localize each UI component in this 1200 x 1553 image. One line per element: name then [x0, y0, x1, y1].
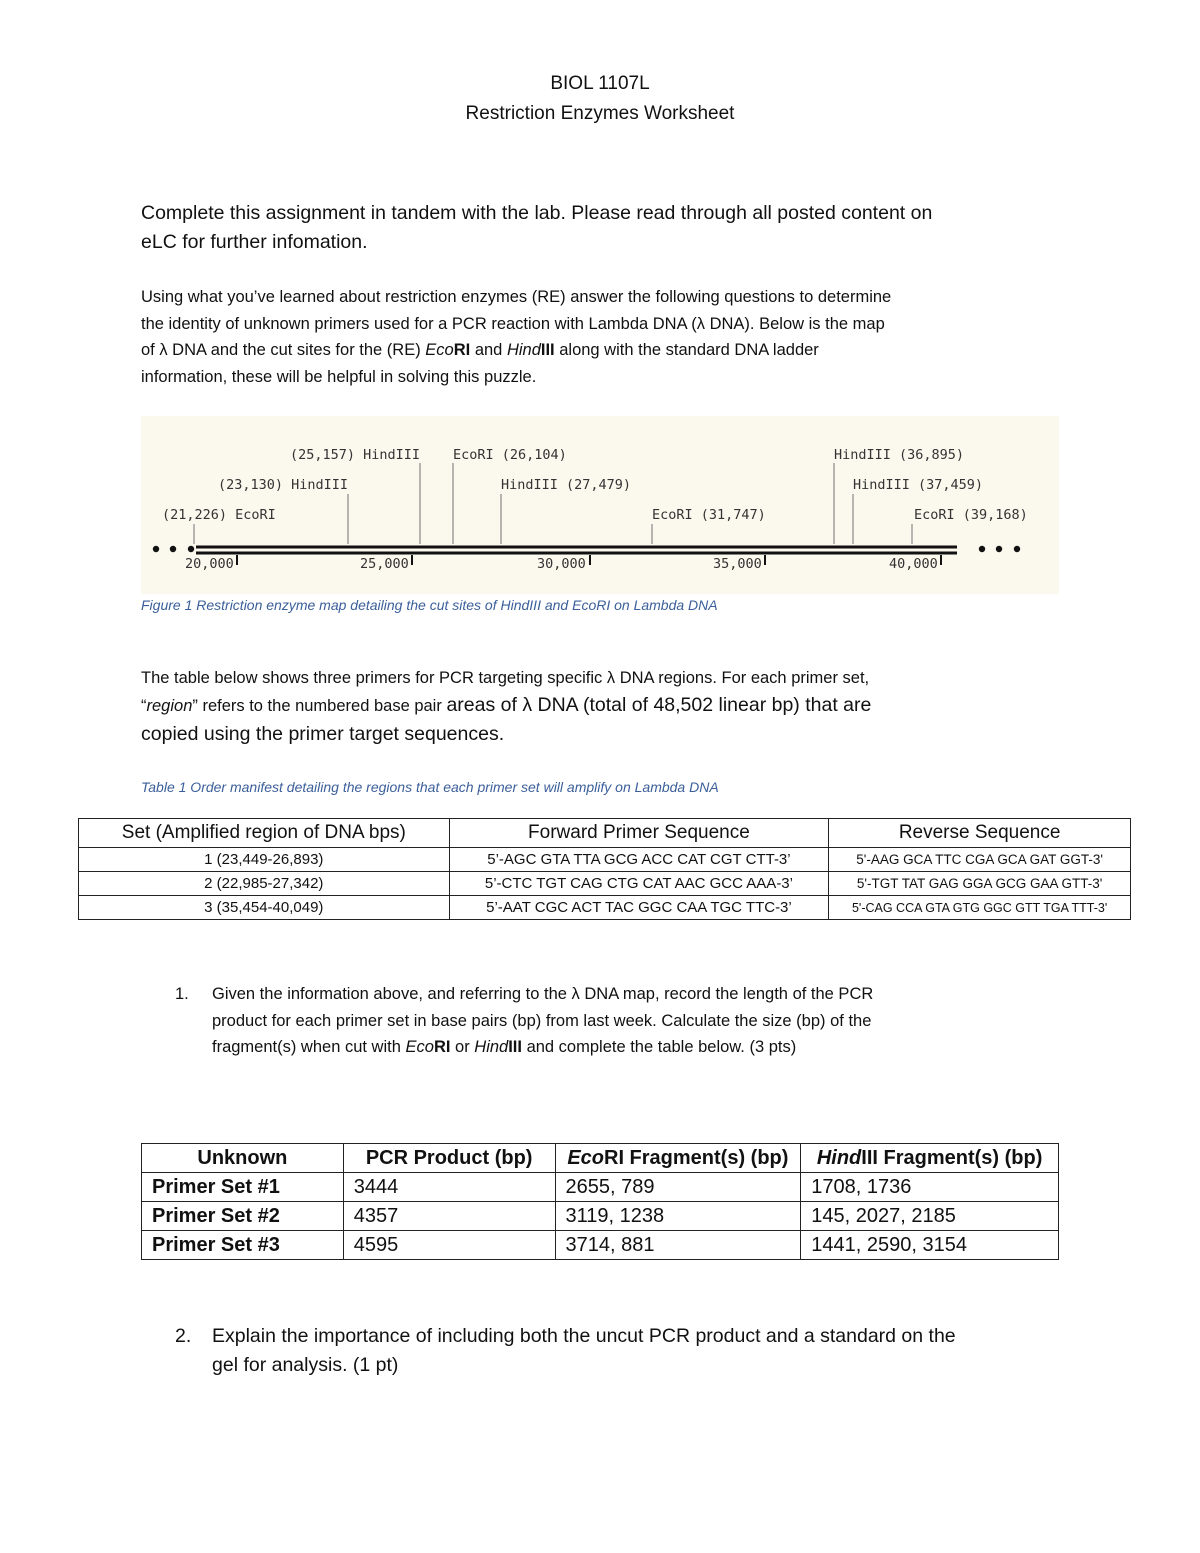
table-header: [801, 1144, 1059, 1173]
question1-line-2: product for each primer set in base pairs (bp) from last week. Calculate the size (bp) of the: [212, 1011, 872, 1030]
ecori-header-rest: RI Fragment(s) (bp): [604, 1146, 789, 1169]
question2-line-2: gel for analysis. (1 pt): [212, 1354, 399, 1376]
table-header: Reverse Sequence: [829, 819, 1131, 848]
table-header: PCR Product (bp): [343, 1144, 555, 1173]
table-header: Forward Primer Sequence: [449, 819, 829, 848]
primer-table: [78, 818, 1131, 920]
table-cell: 5’-CTC TGT CAG CTG CAT AAC GCC AAA-3’: [449, 872, 829, 896]
site-label: HindIII (27,479): [501, 477, 632, 493]
ecori-bold: RI: [453, 341, 471, 359]
table-cell: 5’-AGC GTA TTA GCG ACC CAT CGT CTT-3’: [449, 848, 829, 872]
q1-or: or: [450, 1038, 475, 1056]
tick-label: 30,000: [537, 556, 586, 572]
paragraph1-line-2: the identity of unknown primers used for a PCR reaction with Lambda DNA (λ DNA). Below is the map: [141, 314, 885, 333]
question-number: 2.: [175, 1325, 192, 1347]
tick-label: 20,000: [185, 556, 234, 572]
site-label: HindIII (36,895): [834, 447, 965, 463]
hindiii-italic: Hind: [816, 1146, 862, 1169]
table1-caption: Table 1 Order manifest detailing the regions that each primer set will amplify on Lambda DNA: [141, 779, 719, 795]
intro-text: [141, 199, 1061, 257]
table-header: Set (Amplified region of DNA bps): [79, 819, 450, 848]
intro-line-2: eLC for further infomation.: [141, 231, 368, 253]
site-label: EcoRI (39,168): [914, 507, 1028, 523]
ellipsis-dot-left: [153, 546, 159, 552]
site-label: (21,226) EcoRI: [162, 507, 276, 523]
hindiii-italic: Hind: [506, 341, 541, 359]
table-cell: 5’-AAT CGC ACT TAC GGC CAA TGC TTC-3’: [449, 896, 829, 920]
paragraph1-line-3: [141, 337, 1061, 364]
table-header-row: [79, 819, 1131, 848]
fragment-answer-table: [141, 1143, 1059, 1260]
table-cell[interactable]: 4357: [343, 1202, 555, 1231]
p2-text: ” refers to the numbered base pair: [192, 696, 447, 715]
site-label: (25,157) HindIII: [290, 447, 421, 463]
table-cell[interactable]: 3119, 1238: [555, 1202, 801, 1231]
question-text: [212, 981, 1052, 1061]
table-cell: 5'-AAG GCA TTC CGA GCA GAT GGT-3': [829, 848, 1131, 872]
table-cell: 3 (35,454-40,049): [79, 896, 450, 920]
table-row: [142, 1173, 1059, 1202]
table-cell: 5'-CAG CCA GTA GTG GGC GTT TGA TTT-3': [829, 896, 1131, 920]
restriction-map-figure: [141, 416, 1059, 594]
q1-text-end: and complete the table below. (3 pts): [521, 1038, 797, 1056]
table-row: [142, 1202, 1059, 1231]
question-2: [175, 1322, 1055, 1382]
hindiii-italic: Hind: [474, 1038, 509, 1056]
p2-text-large: areas of λ DNA (total of 48,502 linear bp) that are: [446, 693, 872, 716]
worksheet-title: Restriction Enzymes Worksheet: [465, 103, 735, 124]
tick-label: 40,000: [889, 556, 938, 572]
hindiii-bold: III: [540, 341, 555, 359]
site-label: EcoRI (31,747): [652, 507, 766, 523]
paragraph1-line-4: information, these will be helpful in solving this puzzle.: [141, 367, 537, 386]
table-cell[interactable]: 145, 2027, 2185: [801, 1202, 1059, 1231]
ecori-italic: Eco: [405, 1038, 434, 1056]
paragraph2-line-3: copied using the primer target sequences.: [141, 723, 505, 745]
table-row: [79, 872, 1131, 896]
region-italic: region: [146, 696, 193, 715]
ecori-italic: Eco: [567, 1146, 604, 1169]
instructions-paragraph: [141, 284, 1061, 390]
table-cell[interactable]: 1441, 2590, 3154: [801, 1231, 1059, 1260]
table-cell[interactable]: 3444: [343, 1173, 555, 1202]
site-label: EcoRI (26,104): [453, 447, 567, 463]
primer-paragraph: [141, 665, 1061, 749]
table-cell: 5'-TGT TAT GAG GGA GCG GAA GTT-3': [829, 872, 1131, 896]
hindiii-header-rest: III Fragment(s) (bp): [861, 1146, 1043, 1169]
p1-text-end: along with the standard DNA ladder: [554, 341, 819, 359]
table-row-header: Primer Set #2: [142, 1202, 344, 1231]
ellipsis-dot-left: [188, 546, 194, 552]
paragraph1-line-1: Using what you’ve learned about restriction enzymes (RE) answer the following questions to determine: [141, 288, 892, 306]
question1-line-1: Given the information above, and referring to the λ DNA map, record the length of the PCR: [212, 985, 874, 1003]
table-cell[interactable]: 1708, 1736: [801, 1173, 1059, 1202]
table-cell[interactable]: 3714, 881: [555, 1231, 801, 1260]
table-cell[interactable]: 2655, 789: [555, 1173, 801, 1202]
tick-label: 25,000: [360, 556, 409, 572]
paragraph2-line-1: The table below shows three primers for PCR targeting specific λ DNA regions. For each primer set,: [141, 669, 870, 687]
question-number: 1.: [175, 985, 189, 1003]
question1-line-3: [212, 1034, 1052, 1061]
question-1: [175, 981, 1055, 1061]
ecori-italic: Eco: [425, 341, 454, 359]
table-header: [555, 1144, 801, 1173]
p1-and: and: [470, 341, 507, 359]
site-label: HindIII (37,459): [853, 477, 984, 493]
table-row-header: Primer Set #3: [142, 1231, 344, 1260]
site-label: (23,130) HindIII: [218, 477, 349, 493]
question-text: [212, 1322, 1052, 1380]
table-cell: 1 (23,449-26,893): [79, 848, 450, 872]
table-cell[interactable]: 4595: [343, 1231, 555, 1260]
ecori-bold: RI: [433, 1038, 451, 1056]
ellipsis-dot-right: [996, 546, 1002, 552]
ellipsis-dot-right: [1014, 546, 1020, 552]
figure-caption: Figure 1 Restriction enzyme map detailing the cut sites of HindIII and EcoRI on Lambda DNA: [141, 597, 718, 613]
table-header-row: [142, 1144, 1059, 1173]
table-row: [79, 848, 1131, 872]
table-row-header: Primer Set #1: [142, 1173, 344, 1202]
table-header: Unknown: [142, 1144, 344, 1173]
p1-text: of λ DNA and the cut sites for the (RE): [141, 341, 426, 359]
table-cell: 2 (22,985-27,342): [79, 872, 450, 896]
paragraph2-line-2: [141, 692, 1061, 720]
q1-text: fragment(s) when cut with: [212, 1038, 406, 1056]
p2-quote: “: [141, 696, 147, 715]
hindiii-bold: III: [508, 1038, 522, 1056]
table-row: [79, 896, 1131, 920]
restriction-map-svg: [141, 416, 1059, 594]
tick-label: 35,000: [713, 556, 762, 572]
course-code: BIOL 1107L: [550, 73, 650, 94]
ellipsis-dot-left: [170, 546, 176, 552]
ellipsis-dot-right: [979, 546, 985, 552]
intro-line-1: Complete this assignment in tandem with the lab. Please read through all posted content on: [141, 202, 933, 224]
table-row: [142, 1231, 1059, 1260]
question2-line-1: Explain the importance of including both the uncut PCR product and a standard on the: [212, 1325, 956, 1347]
